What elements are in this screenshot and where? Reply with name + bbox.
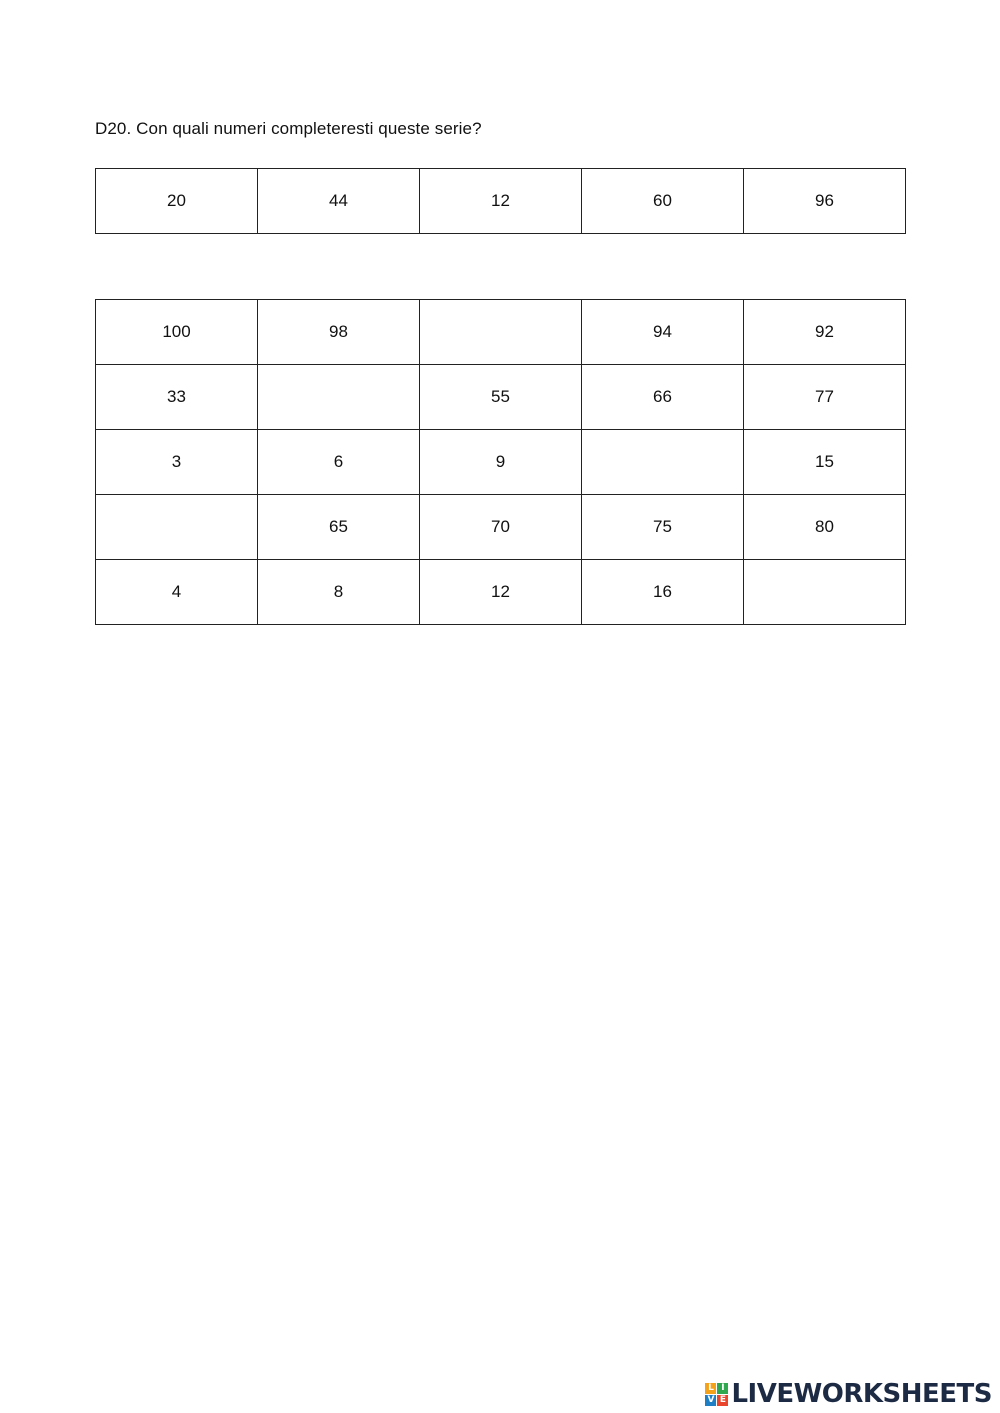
series-cell: 3 <box>96 430 258 495</box>
series-row <box>96 430 906 495</box>
series-cell: 98 <box>258 300 420 365</box>
series-row <box>96 365 906 430</box>
answer-choices-row <box>96 169 906 234</box>
series-blank-drop-zone[interactable] <box>258 365 420 430</box>
series-row <box>96 300 906 365</box>
answer-choice[interactable]: 44 <box>258 169 420 234</box>
answer-choice[interactable]: 60 <box>582 169 744 234</box>
series-cell: 6 <box>258 430 420 495</box>
liveworksheets-logo-icon <box>705 1383 728 1406</box>
series-cell: 80 <box>744 495 906 560</box>
series-cell: 65 <box>258 495 420 560</box>
series-cell: 100 <box>96 300 258 365</box>
series-cell: 15 <box>744 430 906 495</box>
logo-letter: I <box>717 1383 728 1394</box>
logo-letter: L <box>705 1383 716 1394</box>
series-cell: 55 <box>420 365 582 430</box>
series-cell: 33 <box>96 365 258 430</box>
series-cell: 66 <box>582 365 744 430</box>
answer-choice[interactable]: 12 <box>420 169 582 234</box>
answer-choice[interactable]: 20 <box>96 169 258 234</box>
answer-choices-table <box>95 168 906 234</box>
answer-choice[interactable]: 96 <box>744 169 906 234</box>
series-blank-drop-zone[interactable] <box>582 430 744 495</box>
series-cell: 12 <box>420 560 582 625</box>
series-blank-drop-zone[interactable] <box>96 495 258 560</box>
series-row <box>96 495 906 560</box>
series-cell: 92 <box>744 300 906 365</box>
brand-wordmark: LIVEWORKSHEETS <box>731 1379 992 1409</box>
series-blank-drop-zone[interactable] <box>420 300 582 365</box>
series-cell: 4 <box>96 560 258 625</box>
series-cell: 94 <box>582 300 744 365</box>
series-row <box>96 560 906 625</box>
series-cell: 16 <box>582 560 744 625</box>
series-cell: 9 <box>420 430 582 495</box>
logo-letter: E <box>717 1395 728 1406</box>
logo-letter: V <box>705 1395 716 1406</box>
question-text: D20. Con quali numeri completeresti queste serie? <box>95 119 482 138</box>
series-table <box>95 299 906 625</box>
series-cell: 77 <box>744 365 906 430</box>
series-cell: 8 <box>258 560 420 625</box>
liveworksheets-brand <box>705 1381 992 1407</box>
series-cell: 75 <box>582 495 744 560</box>
series-cell: 70 <box>420 495 582 560</box>
series-blank-drop-zone[interactable] <box>744 560 906 625</box>
